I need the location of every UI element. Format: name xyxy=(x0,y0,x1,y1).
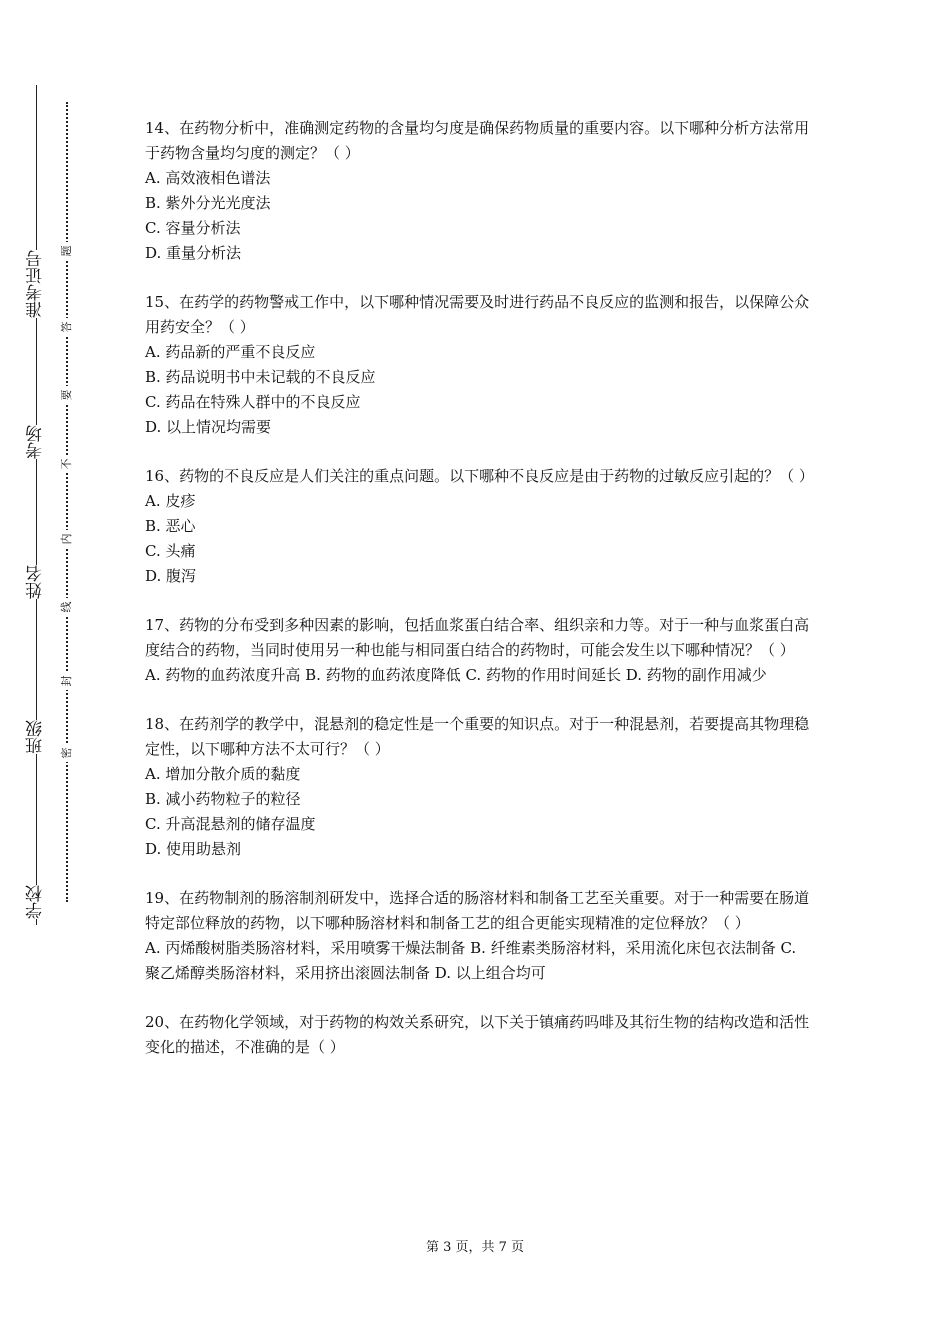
question-stem: 17、药物的分布受到多种因素的影响，包括血浆蛋白结合率、组织亲和力等。对于一种与血浆蛋白高度结合的药物，当同时使用另一种也能与相同蛋白结合的药物时，可能会发生以下哪种情况？（ ） xyxy=(145,616,810,659)
seal-char: 要 xyxy=(58,386,76,404)
seal-char: 密 xyxy=(58,744,76,762)
field-label-exam-room: 考场 xyxy=(22,425,50,459)
option-a: A. 高效液相色谱法 xyxy=(145,169,271,187)
option-d: D. 腹泻 xyxy=(145,567,197,585)
question-18 xyxy=(145,712,815,862)
seal-char: 线 xyxy=(58,598,76,616)
question-16 xyxy=(145,464,815,589)
option-b: B. 减小药物粒子的粒径 xyxy=(145,790,301,808)
question-15 xyxy=(145,290,815,440)
option-a: A. 药品新的严重不良反应 xyxy=(145,343,316,361)
question-list xyxy=(145,116,815,1084)
question-stem: 16、药物的不良反应是人们关注的重点问题。以下哪种不良反应是由于药物的过敏反应引起的？（ ） xyxy=(145,467,814,485)
field-label-name: 姓名 xyxy=(22,565,50,599)
field-label-school: 学校 xyxy=(22,885,50,919)
question-14 xyxy=(145,116,815,266)
seal-char: 不 xyxy=(58,455,76,473)
question-stem: 19、在药物制剂的肠溶制剂研发中，选择合适的肠溶材料和制备工艺至关重要。对于一种需要在肠道特定部位释放的药物，以下哪种肠溶材料和制备工艺的组合更能实现精准的定位释放？（ ） xyxy=(145,889,810,932)
option-d: D. 以上情况均需要 xyxy=(145,418,272,436)
binding-dotted-line xyxy=(66,102,68,902)
question-17 xyxy=(145,613,815,688)
question-20 xyxy=(145,1010,815,1060)
option-a: A. 皮疹 xyxy=(145,492,196,510)
options-inline: A. 丙烯酸树脂类肠溶材料，采用喷雾干燥法制备 B. 纤维素类肠溶材料，采用流化床包衣法制备 C. 聚乙烯醇类肠溶材料，采用挤出滚圆法制备 D. 以上组合均可 xyxy=(145,939,797,982)
question-stem: 14、在药物分析中，准确测定药物的含量均匀度是确保药物质量的重要内容。以下哪种分析方法常用于药物含量均匀度的测定？（ ） xyxy=(145,119,810,162)
binding-solid-line xyxy=(36,85,37,925)
option-c: C. 升高混悬剂的储存温度 xyxy=(145,815,316,833)
question-stem: 15、在药学的药物警戒工作中，以下哪种情况需要及时进行药品不良反应的监测和报告，以保障公众用药安全？（ ） xyxy=(145,293,810,336)
seal-char: 题 xyxy=(58,242,76,260)
option-c: C. 头痛 xyxy=(145,542,196,560)
option-d: D. 使用助悬剂 xyxy=(145,840,242,858)
option-c: C. 容量分析法 xyxy=(145,219,241,237)
binding-margin xyxy=(0,0,90,1000)
option-a: A. 增加分散介质的黏度 xyxy=(145,765,301,783)
options-inline: A. 药物的血药浓度升高 B. 药物的血药浓度降低 C. 药物的作用时间延长 D. 药物的副作用减少 xyxy=(145,666,767,684)
option-b: B. 药品说明书中未记载的不良反应 xyxy=(145,368,376,386)
option-b: B. 恶心 xyxy=(145,517,196,535)
option-d: D. 重量分析法 xyxy=(145,244,242,262)
seal-char: 内 xyxy=(58,530,76,548)
question-stem: 20、在药物化学领域，对于药物的构效关系研究，以下关于镇痛药吗啡及其衍生物的结构改造和活性变化的描述，不准确的是（ ） xyxy=(145,1013,810,1056)
question-19 xyxy=(145,886,815,986)
seal-char: 答 xyxy=(58,318,76,336)
question-stem: 18、在药剂学的教学中，混悬剂的稳定性是一个重要的知识点。对于一种混悬剂，若要提高其物理稳定性，以下哪种方法不太可行？（ ） xyxy=(145,715,810,758)
seal-char: 封 xyxy=(58,672,76,690)
page-number: 第 3 页，共 7 页 xyxy=(425,1240,525,1255)
option-c: C. 药品在特殊人群中的不良反应 xyxy=(145,393,361,411)
field-label-class: 班级 xyxy=(22,720,50,754)
field-label-exam-number: 准考证号 xyxy=(22,250,50,318)
option-b: B. 紫外分光光度法 xyxy=(145,194,271,212)
